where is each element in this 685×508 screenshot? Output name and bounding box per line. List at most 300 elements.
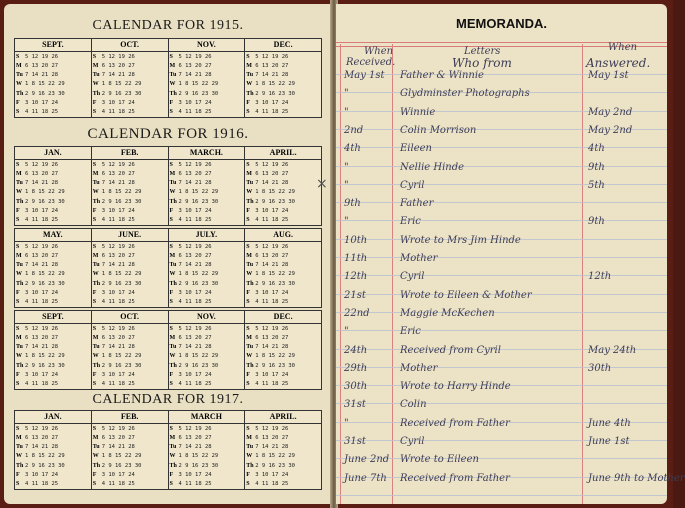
weekday-letter: Th <box>16 462 24 469</box>
date-row: 3 10 17 24 <box>178 208 212 215</box>
weekday-letter: W <box>92 453 99 460</box>
entry-who-from: Cyril <box>400 271 425 283</box>
weekday-letter: Th <box>246 90 254 97</box>
entry-who-from: Father <box>400 198 434 210</box>
col-received-when: When <box>364 46 394 57</box>
ruled-line <box>336 330 667 331</box>
weekday-letter: M <box>246 170 252 177</box>
date-row: 4 11 18 25 <box>178 299 212 306</box>
month-label: OCT. <box>92 39 169 51</box>
calendar-block <box>14 38 322 118</box>
date-row: 2 9 16 23 30 <box>178 362 219 369</box>
date-row: 6 13 20 27 <box>101 252 135 259</box>
date-row: 5 12 19 26 <box>101 243 135 250</box>
ruled-line <box>336 220 667 221</box>
date-row: 1 8 15 22 29 <box>25 81 65 88</box>
weekday-letter: Th <box>16 198 24 205</box>
entry-who-from: Eric <box>400 216 421 228</box>
date-row: 2 9 16 23 30 <box>25 198 65 205</box>
weekday-letter: M <box>169 62 176 69</box>
month-label: JUNE. <box>92 229 169 241</box>
weekday-letter: F <box>92 208 97 215</box>
calendar-title-1916: CALENDAR FOR 1916. <box>87 126 249 142</box>
date-row: 5 12 19 26 <box>255 243 289 250</box>
entry-answered-date: May 2nd <box>588 106 633 118</box>
entry-received-date: 21st <box>344 289 366 301</box>
date-row: 4 11 18 25 <box>25 299 59 306</box>
date-row: 7 14 21 28 <box>255 72 289 79</box>
entry-who-from: Nellie Hinde <box>400 161 465 173</box>
weekday-letter: S <box>246 425 250 432</box>
weekday-letter: Tu <box>169 444 177 451</box>
date-row: 2 9 16 23 30 <box>25 280 65 287</box>
date-row: 3 10 17 24 <box>101 100 135 107</box>
weekday-letter: F <box>246 100 250 107</box>
weekday-letter: Tu <box>16 72 23 79</box>
date-row: 2 9 16 23 30 <box>178 90 219 97</box>
entry-received-date: 9th <box>344 198 361 210</box>
date-row: 5 12 19 26 <box>25 53 59 60</box>
weekday-letter: M <box>16 334 22 341</box>
date-row: 3 10 17 24 <box>25 372 59 379</box>
weekday-letter: F <box>169 372 174 379</box>
date-row: 3 10 17 24 <box>101 290 135 297</box>
date-row: 5 12 19 26 <box>178 325 212 332</box>
weekday-letter: W <box>16 189 22 196</box>
date-row: 5 12 19 26 <box>178 161 212 168</box>
date-row: 4 11 18 25 <box>25 381 59 388</box>
weekday-letter: M <box>16 252 22 259</box>
weekday-letter: W <box>169 189 176 196</box>
date-row: 7 14 21 28 <box>178 262 212 269</box>
date-row: 6 13 20 27 <box>255 434 289 441</box>
date-row: 2 9 16 23 30 <box>255 280 295 287</box>
date-row: 7 14 21 28 <box>25 72 59 79</box>
date-row: 6 13 20 27 <box>178 334 212 341</box>
weekday-letter: W <box>16 353 22 360</box>
calendar-block <box>14 146 322 226</box>
date-row: 4 11 18 25 <box>25 217 59 224</box>
entry-who-from: Wrote to Mrs Jim Hinde <box>400 234 521 246</box>
weekday-letter: F <box>246 208 250 215</box>
entry-received-date: 10th <box>344 234 368 246</box>
entry-received-date: " <box>344 88 349 100</box>
date-row: 4 11 18 25 <box>178 217 212 224</box>
weekday-letter: S <box>92 325 97 332</box>
col-answered: Answered. <box>586 56 651 70</box>
date-row: 3 10 17 24 <box>178 290 212 297</box>
date-row: 1 8 15 22 29 <box>178 81 219 88</box>
date-row: 4 11 18 25 <box>255 109 289 116</box>
date-row: 3 10 17 24 <box>255 208 289 215</box>
date-row: 6 13 20 27 <box>101 434 135 441</box>
date-row: 1 8 15 22 29 <box>178 189 219 196</box>
date-row: 1 8 15 22 29 <box>101 271 142 278</box>
weekday-letter: Th <box>16 280 24 287</box>
weekday-letter: Tu <box>16 262 23 269</box>
entry-answered-date: 30th <box>588 362 612 374</box>
weekday-letter: W <box>246 453 253 460</box>
entry-answered-date: 4th <box>588 143 605 155</box>
weekday-letter: Th <box>92 90 101 97</box>
weekday-letter: Th <box>92 462 101 469</box>
date-row: 7 14 21 28 <box>25 344 59 351</box>
weekday-letter: S <box>16 299 20 306</box>
ruled-line <box>336 312 667 313</box>
weekday-letter: S <box>92 161 97 168</box>
date-row: 4 11 18 25 <box>101 217 135 224</box>
entry-who-from: Wrote to Harry Hinde <box>400 381 511 393</box>
weekday-letter: F <box>169 472 174 479</box>
date-row: 1 8 15 22 29 <box>178 453 219 460</box>
month-label: AUG. <box>273 230 294 239</box>
date-row: 6 13 20 27 <box>178 170 212 177</box>
calendar-block <box>14 410 322 490</box>
weekday-letter: S <box>92 217 97 224</box>
weekday-letter: S <box>92 109 97 116</box>
month-label: OCT. <box>92 311 169 323</box>
calendar-page <box>4 4 332 504</box>
entry-received-date: 24th <box>344 344 368 356</box>
weekday-letter: S <box>16 243 20 250</box>
date-row: 1 8 15 22 29 <box>178 271 219 278</box>
weekday-letter: Tu <box>16 444 23 451</box>
calendar-block <box>14 228 322 308</box>
pencil-cross-mark: × <box>316 176 328 192</box>
weekday-letter: W <box>169 81 176 88</box>
weekday-letter: Th <box>16 90 24 97</box>
calendar-title-1917: CALENDAR FOR 1917. <box>92 392 244 407</box>
date-row: 2 9 16 23 30 <box>178 462 219 469</box>
date-row: 2 9 16 23 30 <box>101 462 142 469</box>
entry-answered-date: June 9th to Mother <box>588 472 685 484</box>
month-label: MARCH. <box>169 147 246 159</box>
date-row: 7 14 21 28 <box>101 262 135 269</box>
date-row: 7 14 21 28 <box>101 444 135 451</box>
ruled-line <box>336 184 667 185</box>
date-row: 6 13 20 27 <box>25 334 59 341</box>
date-row: 6 13 20 27 <box>101 62 135 69</box>
entry-received-date: 31st <box>344 399 366 411</box>
entry-who-from: Received from Father <box>400 472 510 484</box>
weekday-letter: W <box>169 271 176 278</box>
weekday-letter: S <box>16 217 20 224</box>
weekday-letter: F <box>169 208 174 215</box>
weekday-letter: S <box>246 481 250 488</box>
date-row: 2 9 16 23 30 <box>255 362 295 369</box>
month-label: DEC. <box>273 40 293 49</box>
weekday-letter: S <box>92 481 97 488</box>
entry-received-date: May 1st <box>344 70 385 81</box>
weekday-letter: S <box>16 325 20 332</box>
date-row: 3 10 17 24 <box>178 472 212 479</box>
weekday-letter: S <box>169 243 173 250</box>
date-row: 3 10 17 24 <box>101 372 135 379</box>
weekday-letter: W <box>16 271 22 278</box>
weekday-letter: Tu <box>92 444 100 451</box>
entry-who-from: Maggie McKechen <box>400 307 495 319</box>
weekday-letter: M <box>169 434 176 441</box>
date-row: 7 14 21 28 <box>178 180 212 187</box>
weekday-letter: M <box>92 252 99 259</box>
date-row: 1 8 15 22 29 <box>255 189 295 196</box>
entry-received-date: " <box>344 326 349 338</box>
date-row: 7 14 21 28 <box>178 444 212 451</box>
month-label: JAN. <box>15 147 92 159</box>
weekday-letter: Th <box>246 280 254 287</box>
calendar-block <box>14 310 322 390</box>
weekday-letter: Tu <box>92 180 100 187</box>
entry-who-from: Mother <box>400 253 438 264</box>
entry-received-date: 30th <box>344 381 368 393</box>
entry-who-from: Cyril <box>400 179 425 191</box>
entry-received-date: 22nd <box>344 307 370 319</box>
weekday-letter: M <box>169 252 176 259</box>
date-row: 1 8 15 22 29 <box>25 271 65 278</box>
weekday-letter: F <box>92 100 97 107</box>
date-row: 2 9 16 23 30 <box>101 280 142 287</box>
entry-who-from: Received from Father <box>400 417 510 429</box>
weekday-letter: W <box>92 271 99 278</box>
weekday-letter: M <box>16 62 22 69</box>
date-row: 7 14 21 28 <box>255 344 289 351</box>
entry-received-date: " <box>344 161 349 173</box>
entry-who-from: Colin Morrison <box>400 124 477 136</box>
entry-received-date: " <box>344 106 349 118</box>
ruled-line <box>336 367 667 368</box>
date-row: 2 9 16 23 30 <box>25 362 65 369</box>
date-row: 6 13 20 27 <box>178 62 212 69</box>
date-row: 2 9 16 23 30 <box>25 462 65 469</box>
entry-answered-date: May 2nd <box>588 124 633 136</box>
entry-received-date: 4th <box>344 143 361 155</box>
month-label: FEB. <box>92 411 169 423</box>
weekday-letter: S <box>169 161 173 168</box>
weekday-letter: S <box>92 425 97 432</box>
entry-received-date: " <box>344 216 349 228</box>
weekday-letter: Th <box>169 362 177 369</box>
date-row: 4 11 18 25 <box>101 109 135 116</box>
entry-who-from: Cyril <box>400 436 425 447</box>
date-row: 2 9 16 23 30 <box>25 90 65 97</box>
weekday-letter: S <box>169 481 173 488</box>
col-who-from: Who from <box>452 56 512 70</box>
weekday-letter: F <box>16 372 20 379</box>
month-label: FEB. <box>92 147 169 159</box>
weekday-letter: W <box>246 271 253 278</box>
entry-received-date: June 2nd <box>344 454 390 466</box>
weekday-letter: F <box>169 100 174 107</box>
ruled-line <box>336 275 667 276</box>
date-row: 2 9 16 23 30 <box>178 198 219 205</box>
weekday-letter: Th <box>92 362 101 369</box>
weekday-letter: W <box>169 453 176 460</box>
ruled-line <box>336 202 667 203</box>
weekday-letter: S <box>246 217 250 224</box>
weekday-letter: S <box>92 243 97 250</box>
date-row: 1 8 15 22 29 <box>255 271 295 278</box>
date-row: 7 14 21 28 <box>25 262 59 269</box>
weekday-letter: S <box>92 381 97 388</box>
weekday-letter: Tu <box>246 180 254 187</box>
weekday-letter: F <box>246 372 250 379</box>
date-row: 4 11 18 25 <box>178 109 212 116</box>
date-row: 3 10 17 24 <box>255 372 289 379</box>
weekday-letter: S <box>169 53 173 60</box>
date-row: 6 13 20 27 <box>255 62 289 69</box>
weekday-letter: F <box>16 290 20 297</box>
weekday-letter: Tu <box>169 262 177 269</box>
date-row: 2 9 16 23 30 <box>178 280 219 287</box>
weekday-letter: Tu <box>169 344 177 351</box>
date-row: 5 12 19 26 <box>101 425 135 432</box>
date-row: 1 8 15 22 29 <box>101 453 142 460</box>
date-row: 6 13 20 27 <box>255 170 289 177</box>
ruled-line <box>336 257 667 258</box>
date-row: 7 14 21 28 <box>178 344 212 351</box>
month-label: MARCH <box>169 411 246 423</box>
weekday-letter: S <box>16 481 20 488</box>
memoranda-page <box>336 4 685 504</box>
weekday-letter: S <box>92 299 97 306</box>
date-row: 1 8 15 22 29 <box>101 353 142 360</box>
calendar-title-1915: CALENDAR FOR 1915. <box>92 18 244 33</box>
weekday-letter: Tu <box>92 344 100 351</box>
date-row: 4 11 18 25 <box>25 109 59 116</box>
weekday-letter: Tu <box>92 72 100 79</box>
ruled-line <box>336 495 667 496</box>
entry-answered-date: May 24th <box>588 344 637 356</box>
weekday-letter: M <box>92 334 99 341</box>
weekday-letter: S <box>16 53 20 60</box>
date-row: 6 13 20 27 <box>25 434 59 441</box>
weekday-letter: F <box>246 472 250 479</box>
weekday-letter: S <box>92 53 97 60</box>
weekday-letter: Th <box>92 280 101 287</box>
date-row: 4 11 18 25 <box>178 381 212 388</box>
weekday-letter: Tu <box>246 444 254 451</box>
date-row: 5 12 19 26 <box>255 53 289 60</box>
date-row: 3 10 17 24 <box>25 208 59 215</box>
date-row: 4 11 18 25 <box>255 481 289 488</box>
date-row: 7 14 21 28 <box>178 72 212 79</box>
entry-answered-date: 12th <box>588 271 612 283</box>
date-row: 3 10 17 24 <box>25 100 59 107</box>
date-row: 4 11 18 25 <box>255 217 289 224</box>
weekday-letter: S <box>246 161 250 168</box>
entry-received-date: " <box>344 179 349 191</box>
date-row: 3 10 17 24 <box>255 100 289 107</box>
entry-received-date: 29th <box>344 362 368 374</box>
weekday-letter: W <box>169 353 176 360</box>
date-row: 2 9 16 23 30 <box>101 90 142 97</box>
weekday-letter: Th <box>169 198 177 205</box>
weekday-letter: F <box>246 290 250 297</box>
weekday-letter: S <box>169 217 173 224</box>
weekday-letter: Th <box>246 362 254 369</box>
date-row: 4 11 18 25 <box>25 481 59 488</box>
entry-received-date: June 7th <box>344 472 387 484</box>
entry-who-from: Received from Cyril <box>400 344 501 356</box>
entry-answered-date: June 4th <box>588 417 631 429</box>
weekday-letter: Th <box>169 280 177 287</box>
weekday-letter: S <box>246 53 250 60</box>
month-label: SEPT. <box>15 39 92 51</box>
weekday-letter: M <box>246 62 252 69</box>
month-label: JAN. <box>15 411 92 423</box>
ruled-line <box>336 147 667 148</box>
date-row: 6 13 20 27 <box>178 434 212 441</box>
date-row: 7 14 21 28 <box>101 344 135 351</box>
ruled-line <box>336 403 667 404</box>
weekday-letter: M <box>92 170 99 177</box>
date-row: 7 14 21 28 <box>101 180 135 187</box>
weekday-letter: M <box>169 170 176 177</box>
col-received: Received. <box>346 57 396 68</box>
weekday-letter: F <box>92 290 97 297</box>
weekday-letter: F <box>92 472 97 479</box>
weekday-letter: S <box>169 325 173 332</box>
date-row: 7 14 21 28 <box>255 444 289 451</box>
entry-received-date: 31st <box>344 436 366 447</box>
entry-received-date: 12th <box>344 271 368 283</box>
weekday-letter: F <box>16 100 20 107</box>
entry-received-date: 2nd <box>344 124 364 136</box>
weekday-letter: S <box>16 161 20 168</box>
date-row: 1 8 15 22 29 <box>25 353 65 360</box>
date-row: 5 12 19 26 <box>101 325 135 332</box>
weekday-letter: W <box>92 353 99 360</box>
weekday-letter: M <box>16 170 22 177</box>
entry-who-from: Wrote to Eileen & Mother <box>400 289 532 301</box>
month-label: APRIL. <box>269 148 297 157</box>
date-row: 1 8 15 22 29 <box>101 189 142 196</box>
date-row: 5 12 19 26 <box>178 243 212 250</box>
entry-who-from: Wrote to Eileen <box>400 454 479 466</box>
weekday-letter: S <box>16 425 20 432</box>
date-row: 2 9 16 23 30 <box>255 198 295 205</box>
date-row: 4 11 18 25 <box>255 381 289 388</box>
weekday-letter: Th <box>16 362 24 369</box>
date-row: 2 9 16 23 30 <box>255 90 295 97</box>
weekday-letter: F <box>16 472 20 479</box>
weekday-letter: M <box>246 434 252 441</box>
date-row: 5 12 19 26 <box>101 161 135 168</box>
weekday-letter: M <box>16 434 22 441</box>
date-row: 4 11 18 25 <box>255 299 289 306</box>
month-label: DEC. <box>273 312 293 321</box>
date-row: 1 8 15 22 29 <box>255 81 295 88</box>
weekday-letter: M <box>246 334 252 341</box>
date-row: 3 10 17 24 <box>255 472 289 479</box>
date-row: 7 14 21 28 <box>255 180 289 187</box>
date-row: 5 12 19 26 <box>25 425 59 432</box>
weekday-letter: W <box>16 81 22 88</box>
weekday-letter: M <box>92 434 99 441</box>
col-letters: Letters <box>464 46 501 57</box>
weekday-letter: Tu <box>16 344 23 351</box>
date-row: 3 10 17 24 <box>178 372 212 379</box>
date-row: 5 12 19 26 <box>25 161 59 168</box>
weekday-letter: S <box>246 243 250 250</box>
weekday-letter: Th <box>92 198 101 205</box>
entry-received-date: " <box>344 417 349 429</box>
memoranda-title: MEMORANDA. <box>456 16 547 31</box>
date-row: 5 12 19 26 <box>178 425 212 432</box>
date-row: 1 8 15 22 29 <box>178 353 219 360</box>
date-row: 2 9 16 23 30 <box>101 362 142 369</box>
weekday-letter: Tu <box>246 344 254 351</box>
